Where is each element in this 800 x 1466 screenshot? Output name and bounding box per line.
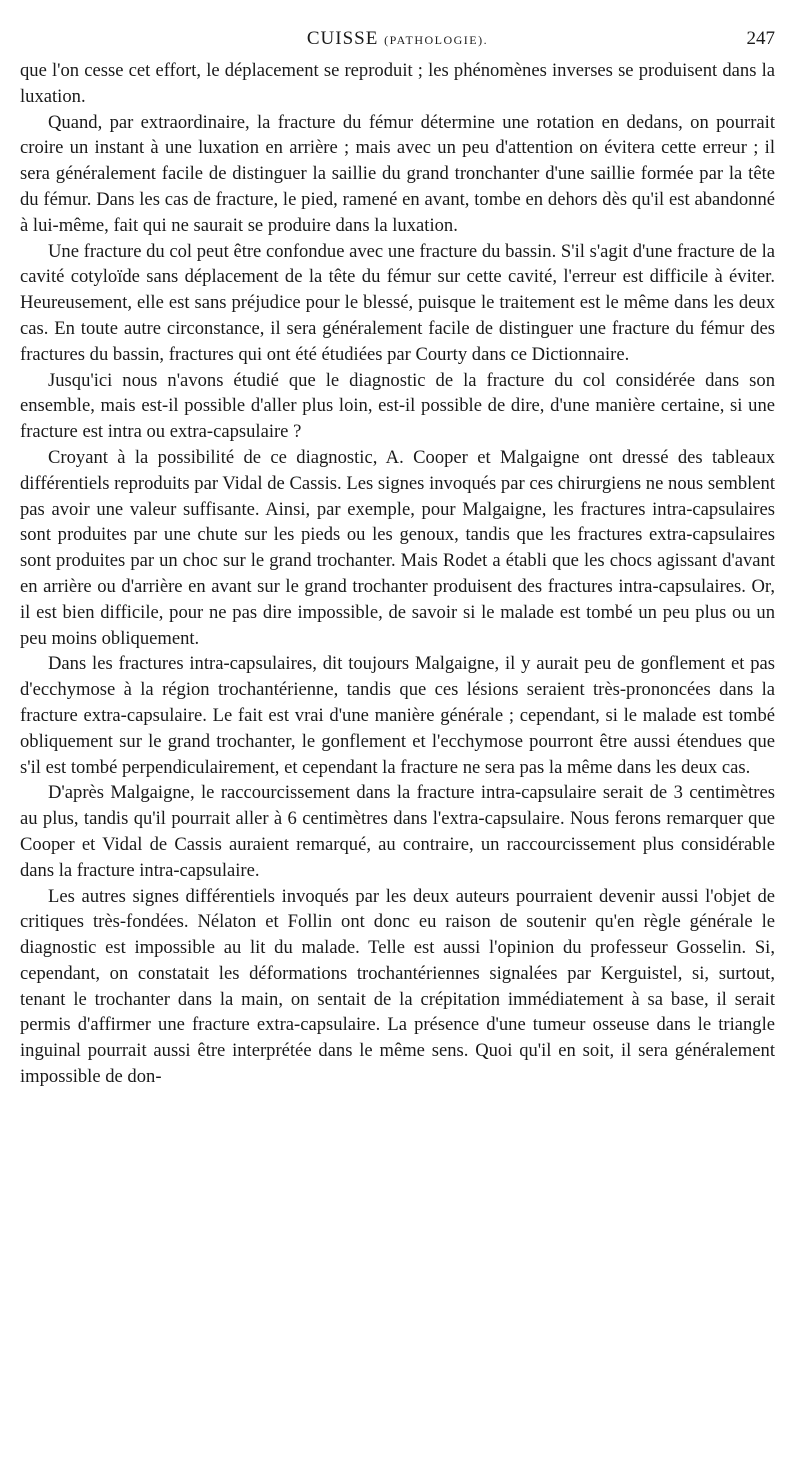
paragraph-2: Quand, par extraordinaire, la fracture du fémur détermine une rotation en dedans, on pourrait croire un instant à une luxation en arrière ; mais avec un peu d'attention on évitera cette erreur ; il sera généralement facile de distinguer la saillie du grand tronchanter d'une saillie formée par la tête du fémur. Dans les cas de fracture, le pied, ramené en avant, tombe en dehors dès qu'il est abandonné à lui-même, fait qui ne saurait se produire dans la luxation.	[20, 111, 775, 236]
paragraph-5: Croyant à la possibilité de ce diagnostic, A. Cooper et Malgaigne ont dressé des tableaux différentiels reproduits par Vidal de Cassis. Les signes invoqués par ces chirurgiens ne nous semblent pas avoir une valeur suffisante. Ainsi, par exemple, pour Malgaigne, les fractures intra-capsulaires sont produites par une chute sur les pieds ou les genoux, tandis que les fractures extra-capsulaires sont produites par un choc sur le grand trochanter. Mais Rodet a établi que les chocs agissant d'avant en arrière ou d'arrière en avant sur le grand trochanter produisent des fractures intra-capsulaires. Or, il est bien difficile, pour ne pas dire impossible, de savoir si le malade est tombé un peu plus ou un peu moins obliquement.	[20, 446, 775, 649]
paragraph-8: Les autres signes différentiels invoqués par les deux auteurs pourraient devenir aussi l'objet de critiques très-fondées. Nélaton et Follin ont donc eu raison de soutenir qu'en règle générale le diagnostic est impossible au lit du malade. Telle est aussi l'opinion du professeur Gosselin. Si, cependant, on constatait les déformations trochantériennes signalées par Kerguistel, si, surtout, tenant le trochanter dans la main, on sentait de la crépitation immédiatement à sa base, il serait permis d'affirmer une fracture extra-capsulaire. La présence d'une tumeur osseuse dans le triangle inguinal pourrait aussi être interprétée dans le même sens. Quoi qu'il en soit, il sera généralement impossible de don-	[20, 885, 775, 1088]
paragraph-3: Une fracture du col peut être confondue avec une fracture du bassin. S'il s'agit d'une fracture de la cavité cotyloïde sans déplacement de la tête du fémur sur cette cavité, l'erreur est difficile à éviter. Heureusement, elle est sans préjudice pour le blessé, puisque le traitement est le même dans les deux cas. En toute autre circonstance, il sera généralement facile de distinguer une fracture du fémur des fractures du bassin, fractures qui ont été étudiées par Courty dans ce Dictionnaire.	[20, 240, 775, 365]
running-head	[20, 28, 775, 58]
paragraph-4: Jusqu'ici nous n'avons étudié que le diagnostic de la fracture du col considérée dans son ensemble, mais est-il possible d'aller plus loin, est-il possible de dire, d'une manière certaine, si une fracture est intra ou extra-capsulaire ?	[20, 369, 775, 443]
page-number: 247	[746, 28, 775, 49]
running-title-main: CUISSE	[306, 28, 379, 49]
running-title	[20, 28, 775, 50]
paragraph-1: que l'on cesse cet effort, le déplacement se reproduit ; les phénomènes inverses se produisent dans la luxation.	[20, 60, 775, 107]
body-text	[20, 58, 775, 1090]
paragraph-6: Dans les fractures intra-capsulaires, dit toujours Malgaigne, il y aurait peu de gonflement et pas d'ecchymose à la région trochantérienne, tandis que ces lésions seraient très-prononcées dans la fracture extra-capsulaire. Le fait est vrai d'une manière générale ; cependant, si le malade est tombé obliquement sur le grand trochanter, le gonflement et l'ecchymose pourront être aussi étendues que s'il est tombé perpendiculairement, et cependant la fracture ne sera pas la même dans les deux cas.	[20, 653, 775, 778]
document-page	[20, 28, 775, 1090]
paragraph-7: D'après Malgaigne, le raccourcissement dans la fracture intra-capsulaire serait de 3 centimètres au plus, tandis qu'il pourrait aller à 6 centimètres dans l'extra-capsulaire. Nous ferons remarquer que Cooper et Vidal de Cassis auraient remarqué, au contraire, un raccourcissement plus considérable dans la fracture intra-capsulaire.	[20, 782, 775, 881]
running-title-subtitle: (PATHOLOGIE).	[384, 33, 489, 47]
